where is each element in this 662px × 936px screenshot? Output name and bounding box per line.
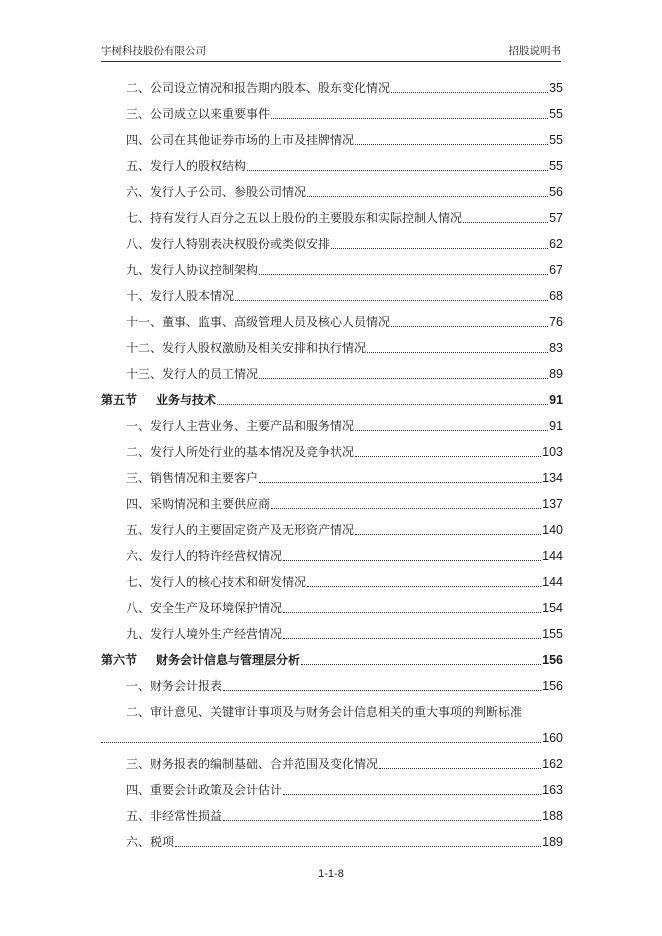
- toc-entry[interactable]: 三、财务报表的编制基础、合并范围及变化情况 162: [126, 757, 563, 771]
- toc-entry[interactable]: 三、公司成立以来重要事件 55: [126, 107, 563, 121]
- toc-section[interactable]: 第五节 业务与技术 91: [101, 393, 563, 407]
- toc-entry[interactable]: 八、发行人特别表决权股份或类似安排 62: [126, 237, 563, 251]
- toc-entry[interactable]: 十三、发行人的员工情况 89: [126, 367, 563, 381]
- toc-entry[interactable]: 七、发行人的核心技术和研发情况 144: [126, 575, 563, 589]
- toc-entry[interactable]: 十、发行人股本情况 68: [126, 289, 563, 303]
- header-company: 宇树科技股份有限公司: [101, 45, 206, 57]
- toc-entry[interactable]: 九、发行人协议控制架构 67: [126, 263, 563, 277]
- toc-section[interactable]: 第六节 财务会计信息与管理层分析 156: [101, 653, 563, 667]
- page-number: 1-1-8: [318, 868, 344, 880]
- toc-entry[interactable]: 三、销售情况和主要客户 134: [126, 471, 563, 485]
- toc-entry[interactable]: 一、财务会计报表 156: [126, 679, 563, 693]
- toc-entry[interactable]: 六、税项 189: [126, 835, 563, 849]
- toc-entry[interactable]: 六、发行人的特许经营权情况 144: [126, 549, 563, 563]
- toc-entry[interactable]: 五、非经常性损益 188: [126, 809, 563, 823]
- toc-entry[interactable]: 四、公司在其他证券市场的上市及挂牌情况 55: [126, 133, 563, 147]
- header-doc-type: 招股说明书: [508, 45, 561, 57]
- toc-entry[interactable]: 七、持有发行人百分之五以上股份的主要股东和实际控制人情况 57: [126, 211, 563, 225]
- toc-entry[interactable]: 四、重要会计政策及会计估计 163: [126, 783, 563, 797]
- toc-entry[interactable]: 五、发行人的主要固定资产及无形资产情况 140: [126, 523, 563, 537]
- toc-entry[interactable]: 五、发行人的股权结构 55: [126, 159, 563, 173]
- toc-entry[interactable]: 十二、发行人股权激励及相关安排和执行情况 83: [126, 341, 563, 355]
- toc-entry[interactable]: 十一、董事、监事、高级管理人员及核心人员情况 76: [126, 315, 563, 329]
- toc-entry-page: 160: [542, 731, 563, 745]
- toc-entry[interactable]: 九、发行人境外生产经营情况 155: [126, 627, 563, 641]
- toc-entry[interactable]: 二、发行人所处行业的基本情况及竞争状况 103: [126, 445, 563, 459]
- toc-entry[interactable]: 四、采购情况和主要供应商 137: [126, 497, 563, 511]
- toc-entry[interactable]: 一、发行人主营业务、主要产品和服务情况 91: [126, 419, 563, 433]
- toc-entry[interactable]: 八、安全生产及环境保护情况 154: [126, 601, 563, 615]
- toc-entry-title: 二、审计意见、关键审计事项及与财务会计信息相关的重大事项的判断标准: [126, 705, 523, 719]
- page-header: [101, 43, 561, 62]
- toc-entry-wrapped[interactable]: [101, 702, 563, 746]
- toc-entry[interactable]: 二、公司设立情况和报告期内股本、股东变化情况 35: [126, 81, 563, 95]
- toc-entry[interactable]: 六、发行人子公司、参股公司情况 56: [126, 185, 563, 199]
